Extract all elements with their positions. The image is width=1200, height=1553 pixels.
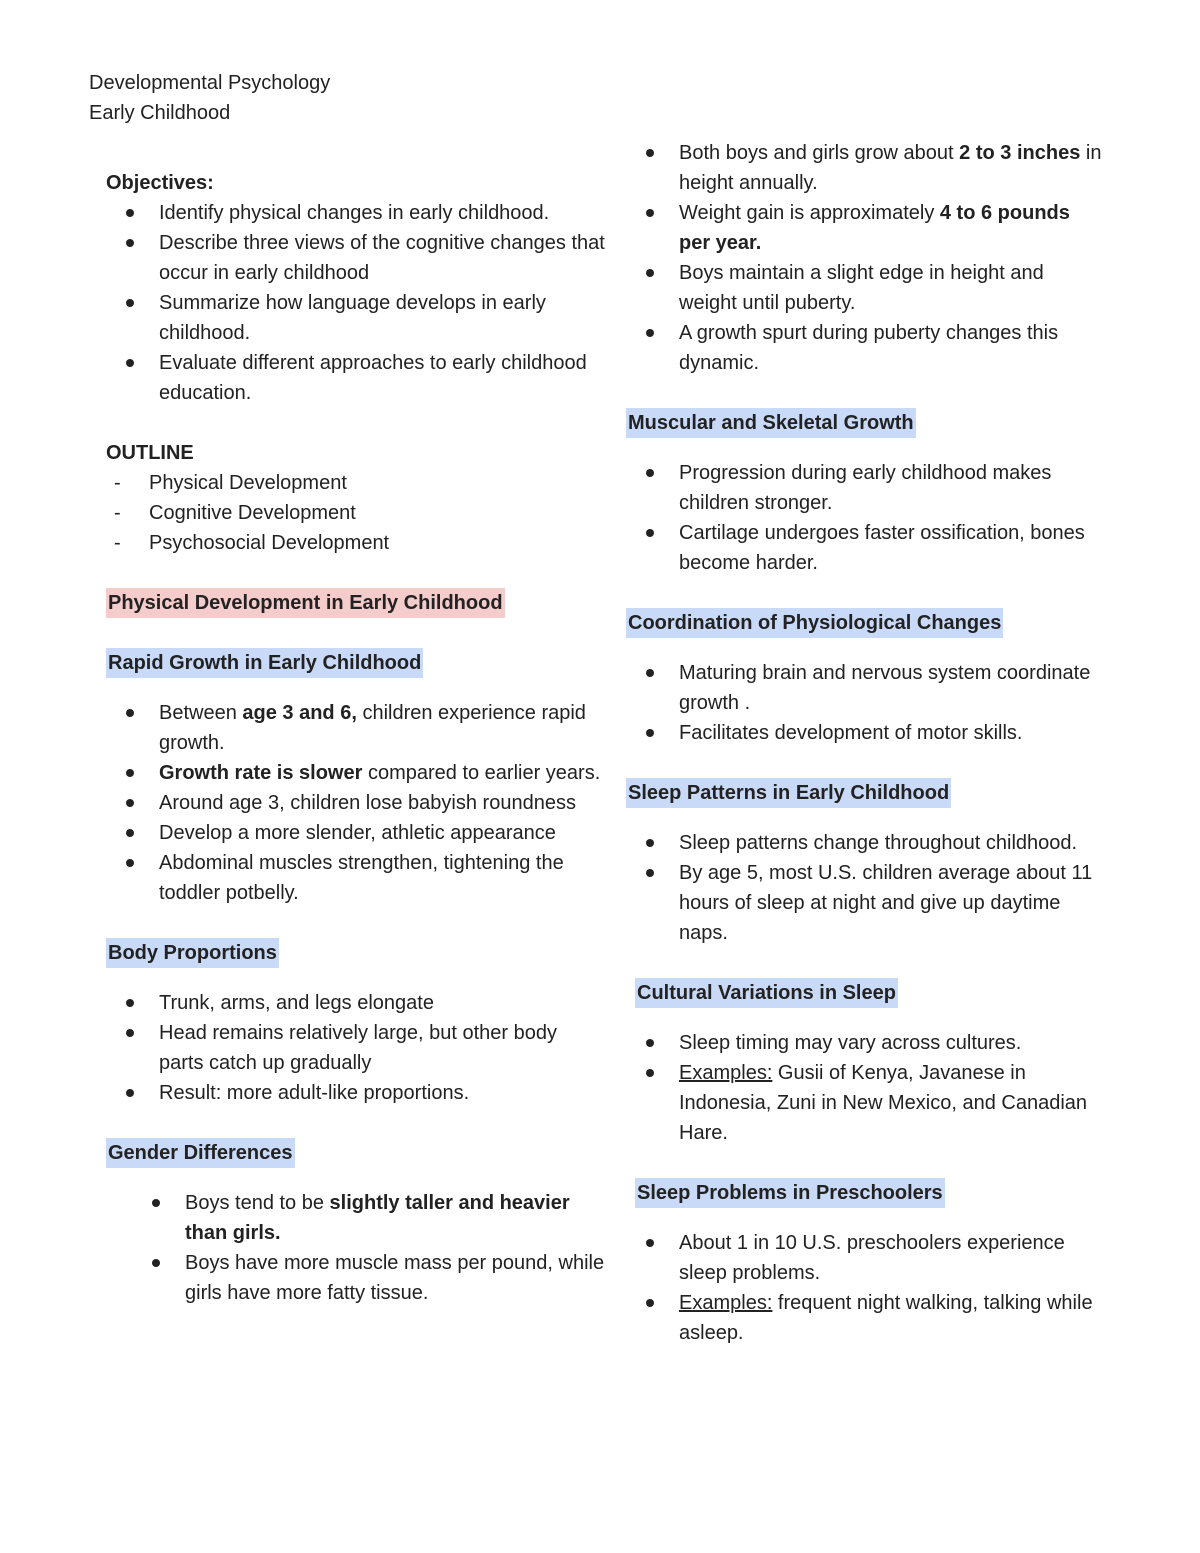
coordination-list — [626, 658, 1106, 748]
list-item: Progression during early childhood makes children stronger. — [626, 458, 1106, 518]
list-item: Develop a more slender, athletic appearance — [106, 818, 606, 848]
outline-label: OUTLINE — [106, 442, 194, 464]
list-item: Evaluate different approaches to early childhood education. — [106, 348, 606, 408]
course-title: Developmental Psychology — [89, 72, 331, 94]
course-subtitle: Early Childhood — [89, 102, 231, 124]
list-item: - Cognitive Development — [106, 498, 606, 528]
sleep-patterns-heading: Sleep Patterns in Early Childhood — [626, 778, 951, 808]
list-item: Trunk, arms, and legs elongate — [106, 988, 606, 1018]
muscular-skeletal-heading: Muscular and Skeletal Growth — [626, 408, 916, 438]
sleep-patterns-list — [626, 828, 1106, 948]
list-item: A growth spurt during puberty changes this dynamic. — [626, 318, 1106, 378]
sleep-problems-list — [626, 1228, 1106, 1348]
list-item: Abdominal muscles strengthen, tightening the toddler potbelly. — [106, 848, 606, 908]
cultural-variations-list — [626, 1028, 1106, 1148]
body-proportions-list — [106, 988, 606, 1108]
list-item: Sleep patterns change throughout childhood. — [626, 828, 1106, 858]
list-item: Cartilage undergoes faster ossification, bones become harder. — [626, 518, 1106, 578]
list-item: About 1 in 10 U.S. preschoolers experience sleep problems. — [626, 1228, 1106, 1288]
list-item: Growth rate is slower compared to earlier years. — [106, 758, 606, 788]
list-item: Describe three views of the cognitive changes that occur in early childhood — [106, 228, 606, 288]
gender-differences-heading: Gender Differences — [106, 1138, 295, 1168]
list-item: Around age 3, children lose babyish roundness — [106, 788, 606, 818]
list-item: Examples: Gusii of Kenya, Javanese in Indonesia, Zuni in New Mexico, and Canadian Hare. — [626, 1058, 1106, 1148]
objectives-list — [106, 198, 606, 408]
cultural-variations-heading: Cultural Variations in Sleep — [635, 978, 898, 1008]
list-item: Summarize how language develops in early childhood. — [106, 288, 606, 348]
list-item: Boys tend to be slightly taller and heavier than girls. — [106, 1188, 606, 1248]
growth-continued-list — [626, 138, 1106, 378]
list-item: Both boys and girls grow about 2 to 3 inches in height annually. — [626, 138, 1106, 198]
list-item: Between age 3 and 6, children experience rapid growth. — [106, 698, 606, 758]
list-item: Examples: frequent night walking, talking while asleep. — [626, 1288, 1106, 1348]
list-item: Boys have more muscle mass per pound, while girls have more fatty tissue. — [106, 1248, 606, 1308]
list-item: Sleep timing may vary across cultures. — [626, 1028, 1106, 1058]
list-item: - Physical Development — [106, 468, 606, 498]
objectives-label: Objectives: — [106, 172, 214, 194]
list-item: Weight gain is approximately 4 to 6 pounds per year. — [626, 198, 1106, 258]
physical-development-heading: Physical Development in Early Childhood — [106, 588, 505, 618]
sleep-problems-heading: Sleep Problems in Preschoolers — [635, 1178, 945, 1208]
outline-list — [106, 468, 606, 558]
list-item: Result: more adult-like proportions. — [106, 1078, 606, 1108]
coordination-heading: Coordination of Physiological Changes — [626, 608, 1003, 638]
rapid-growth-heading: Rapid Growth in Early Childhood — [106, 648, 423, 678]
list-item: Identify physical changes in early childhood. — [106, 198, 606, 228]
list-item: - Psychosocial Development — [106, 528, 606, 558]
list-item: Facilitates development of motor skills. — [626, 718, 1106, 748]
gender-differences-list — [106, 1188, 606, 1308]
right-column — [626, 138, 1106, 1348]
document-header — [89, 68, 330, 128]
left-column — [106, 168, 606, 1308]
muscular-skeletal-list — [626, 458, 1106, 578]
list-item: Head remains relatively large, but other body parts catch up gradually — [106, 1018, 606, 1078]
body-proportions-heading: Body Proportions — [106, 938, 279, 968]
list-item: Maturing brain and nervous system coordinate growth . — [626, 658, 1106, 718]
list-item: Boys maintain a slight edge in height and weight until puberty. — [626, 258, 1106, 318]
rapid-growth-list — [106, 698, 606, 908]
list-item: By age 5, most U.S. children average about 11 hours of sleep at night and give up daytime naps. — [626, 858, 1106, 948]
